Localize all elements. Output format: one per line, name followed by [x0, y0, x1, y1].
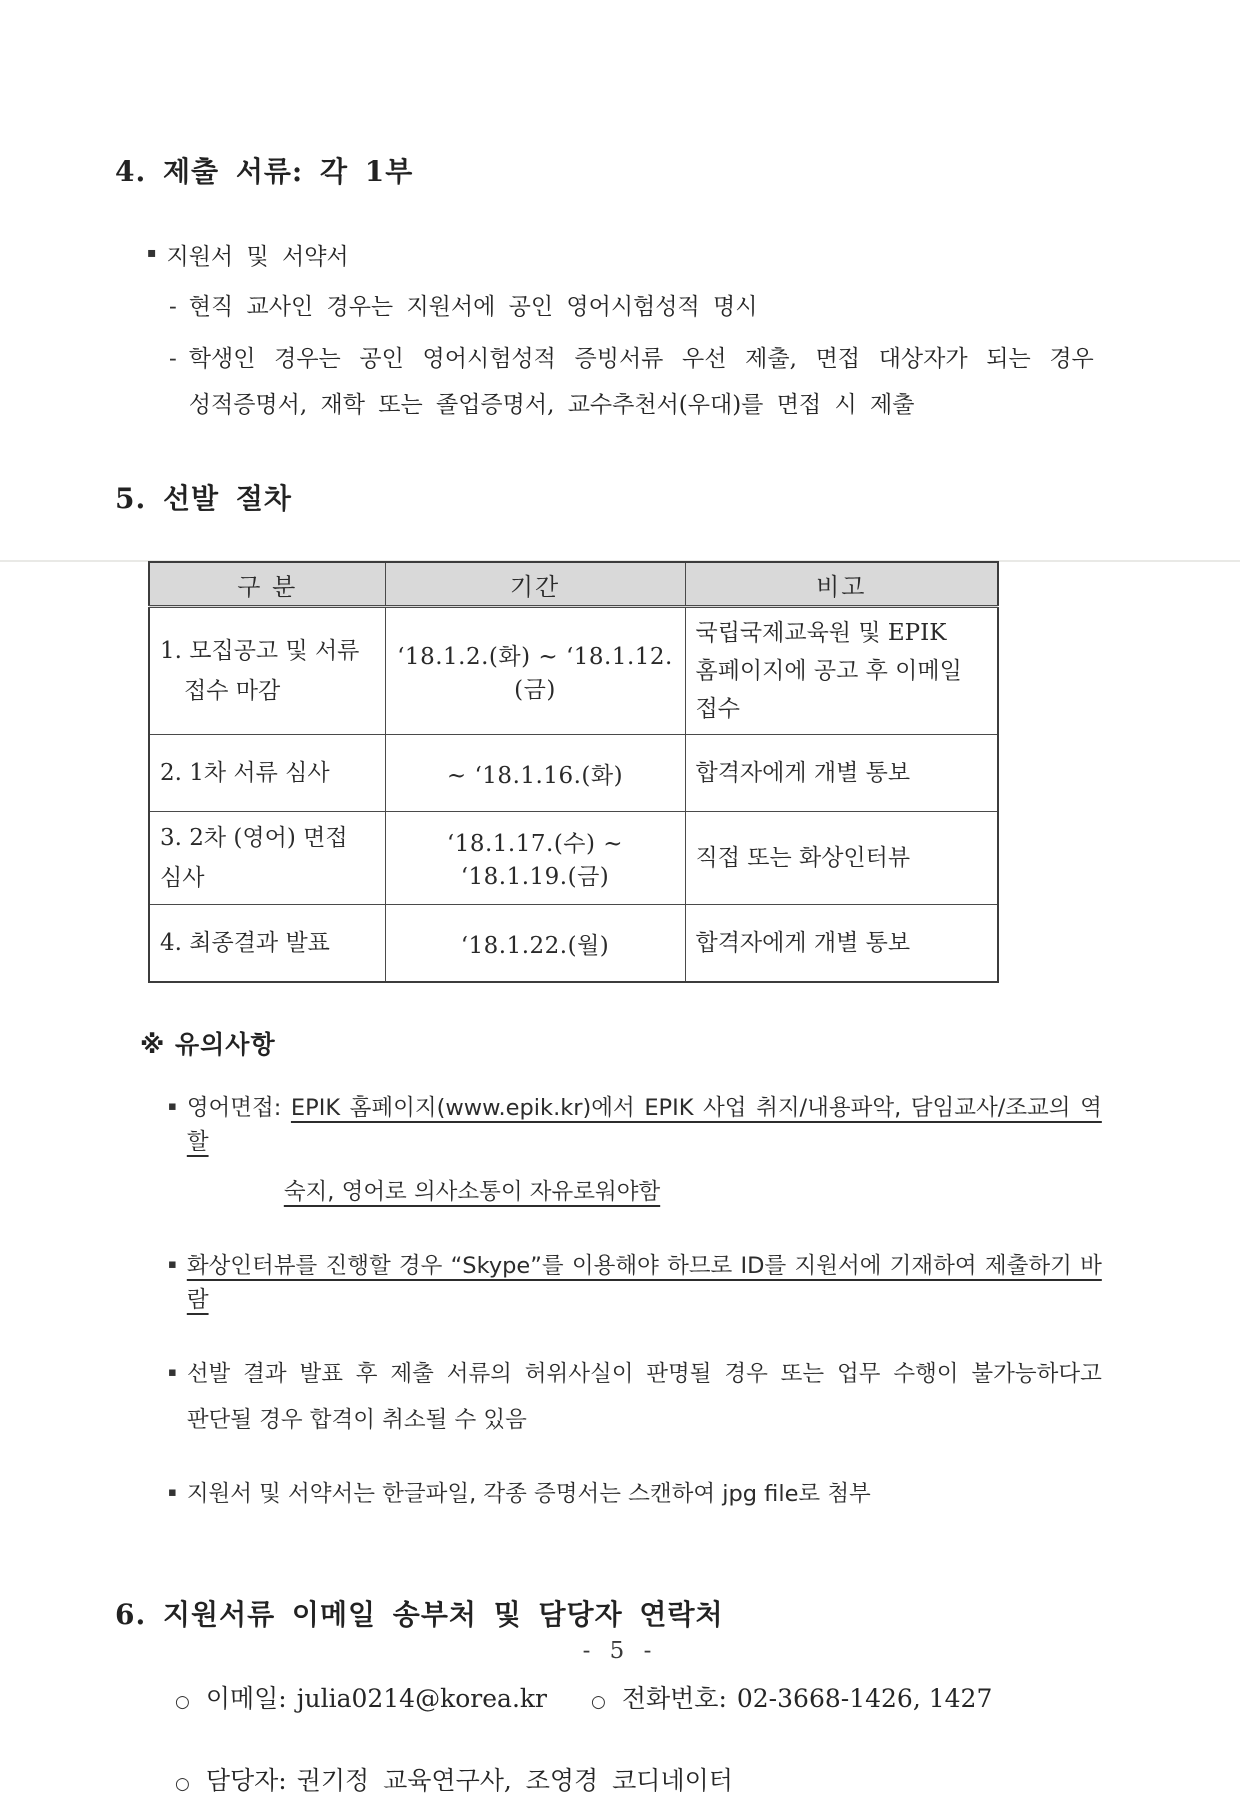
notice-item-4-text: 지원서 및 서약서는 한글파일, 각종 증명서는 스캔하여 jpg file로 첨부 [186, 1481, 871, 1507]
selection-process-table [148, 561, 999, 983]
section-4-sub-item-2-text [189, 343, 1094, 421]
row-3-period: ‘18.1.17.(수) ~ ‘18.1.19.(금) [385, 812, 685, 905]
table-row-3 [149, 812, 998, 905]
document-content [115, 150, 1115, 1797]
table-header-row [149, 562, 998, 607]
section-4-sub-item-2 [169, 343, 1115, 421]
notice-item-1-body [187, 1091, 1102, 1209]
square-bullet-icon: ▪ [168, 1485, 177, 1500]
row-1-category [149, 607, 385, 735]
row-1-note [685, 607, 998, 735]
notice-item-3 [168, 1357, 1115, 1437]
circle-bullet-icon: ○ [175, 1692, 190, 1712]
email-value: julia0214@korea.kr [296, 1684, 547, 1713]
dash-bullet-icon: - [169, 346, 177, 372]
circle-bullet-icon: ○ [175, 1774, 190, 1794]
notice-item-1 [168, 1091, 1115, 1209]
notice-item-3-line2: 판단될 경우 합격이 취소될 수 있음 [186, 1407, 527, 1433]
notice-item-3-body [187, 1357, 1102, 1437]
section-4-sub-item-1-text: 현직 교사인 경우는 지원서에 공인 영어시험성적 명시 [188, 294, 758, 320]
table-row-4 [149, 905, 998, 983]
section-4-bullet-item [147, 238, 1115, 271]
row-3-note: 직접 또는 화상인터뷰 [685, 812, 998, 905]
square-bullet-icon: ▪ [168, 1099, 177, 1114]
notice-item-2 [168, 1249, 1115, 1317]
notice-item-2-body [187, 1249, 1102, 1317]
column-header-note: 비고 [685, 562, 998, 607]
square-bullet-icon: ▪ [147, 245, 157, 261]
row-1-category-line2: 접수 마감 [184, 678, 281, 704]
row-4-category: 4. 최종결과 발표 [149, 905, 385, 983]
phone-value: 02-3668-1426, 1427 [736, 1684, 993, 1713]
notice-item-1-line1 [187, 1091, 1102, 1159]
row-2-category: 2. 1차 서류 심사 [149, 735, 385, 812]
column-header-category: 구 분 [149, 562, 385, 607]
notice-item-1-underlined: EPIK 홈페이지(www.epik.kr)에서 EPIK 사업 취지/내용파악, 담임교사/조교의 역할 [186, 1095, 1102, 1155]
row-3-category: 3. 2차 (영어) 면접 심사 [149, 812, 385, 905]
row-1-category-line1: 1. 모집공고 및 서류 [160, 638, 360, 664]
table-row-1 [149, 607, 998, 735]
row-2-period: ~ ‘18.1.16.(화) [385, 735, 685, 812]
square-bullet-icon: ▪ [168, 1365, 177, 1380]
section-4-bullet-text: 지원서 및 서약서 [166, 244, 349, 270]
section-6-heading: 6. 지원서류 이메일 송부처 및 담당자 연락처 [115, 1598, 724, 1631]
contact-line-2 [175, 1761, 1115, 1797]
notice-item-1-line2: 숙지, 영어로 의사소통이 자유로워야함 [283, 1179, 661, 1205]
manager-label: 담당자: [205, 1766, 287, 1795]
notice-item-4 [168, 1477, 1115, 1511]
notice-item-2-text: 화상인터뷰를 진행할 경우 “Skype”를 이용해야 하므로 ID를 지원서에 기재하여 제출하기 바람 [186, 1253, 1102, 1313]
notice-heading: ※ 유의사항 [140, 1030, 276, 1059]
phone-label: 전화번호: [621, 1684, 727, 1713]
email-label: 이메일: [205, 1684, 287, 1713]
row-2-note: 합격자에게 개별 통보 [685, 735, 998, 812]
page-number: - 5 - [582, 1638, 658, 1664]
section-6 [115, 1593, 1115, 1797]
notice-item-3-line1: 선발 결과 발표 후 제출 서류의 허위사실이 판명될 경우 또는 업무 수행이 불가능하다고 [186, 1361, 1102, 1387]
section-4-sub-item-1 [169, 291, 1115, 323]
section-5-heading: 5. 선발 절차 [115, 482, 292, 515]
circle-bullet-icon: ○ [591, 1692, 606, 1712]
row-1-period: ‘18.1.2.(화) ~ ‘18.1.12.(금) [385, 607, 685, 735]
dash-bullet-icon: - [169, 294, 177, 320]
section-4-heading: 4. 제출 서류: 각 1부 [115, 155, 414, 188]
row-1-note-line1: 국립국제교육원 및 EPIK [695, 620, 947, 646]
notice-item-1-prefix: 영어면접: [186, 1095, 282, 1121]
section-4-sub-item-2-line1: 학생인 경우는 공인 영어시험성적 증빙서류 우선 제출, 면접 대상자가 되는 경우 [188, 346, 1094, 372]
notice-section [140, 1025, 1115, 1511]
column-header-period: 기간 [385, 562, 685, 607]
row-4-period: ‘18.1.22.(월) [385, 905, 685, 983]
section-4-sub-item-2-line2: 성적증명서, 재학 또는 졸업증명서, 교수추천서(우대)를 면접 시 제출 [188, 392, 915, 418]
square-bullet-icon: ▪ [168, 1257, 177, 1272]
row-4-note: 합격자에게 개별 통보 [685, 905, 998, 983]
manager-value: 권기정 교육연구사, 조영경 코디네이터 [296, 1766, 733, 1795]
table-row-2 [149, 735, 998, 812]
row-1-note-line2: 홈페이지에 공고 후 이메일 접수 [695, 658, 962, 722]
selection-table-wrapper [148, 561, 1115, 983]
contact-line-1 [175, 1679, 1115, 1715]
